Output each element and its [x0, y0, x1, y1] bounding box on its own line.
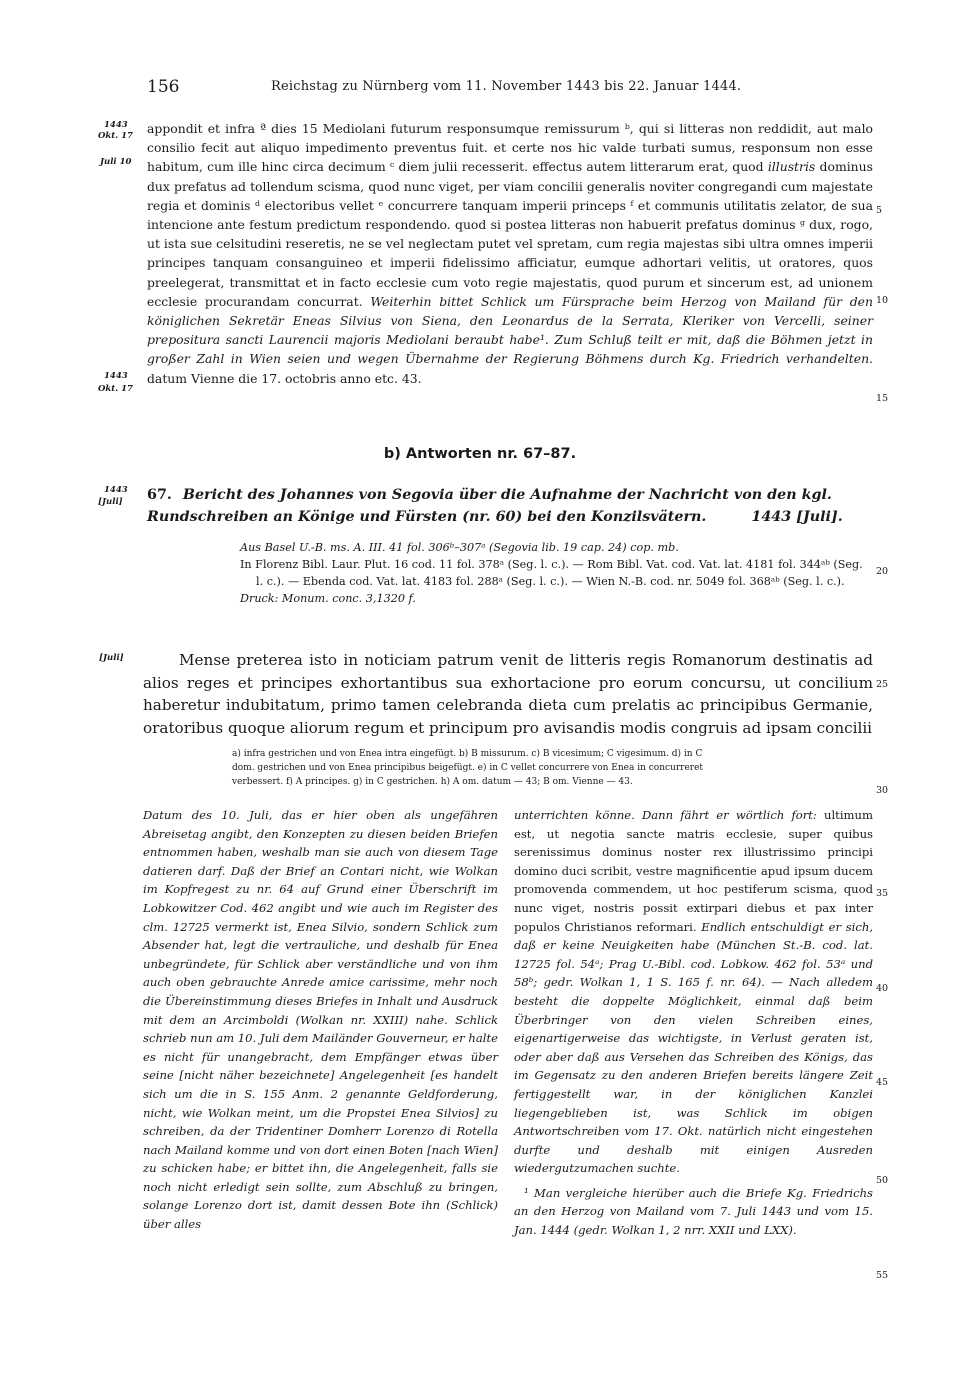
page-number: 156 — [147, 77, 180, 97]
margin-note-date: Okt. 17 — [98, 131, 133, 141]
line-number: 25 — [876, 679, 889, 690]
body-paragraph: Mense preterea isto in noticiam patrum venit de litteris regis Romanorum destinatis ad alios reges et principes exhortantibus sua exhortacione pro eorum concursu, ut concilium haberetur indubitatum, primo tamen celebranda dieta cum prelatis ac principibus Germanie, oratoribus quoque aliorum regum et principum pro avisandis modis congruis ad ipsam concilii — [143, 651, 873, 737]
variant-line: verbessert. f) A principes. g) in C gestrichen. h) A om. datum — 43; B om. Vienne — 43. — [232, 776, 633, 787]
line-number: 20 — [876, 566, 889, 577]
line-number: 5 — [876, 205, 883, 216]
line-number: 55 — [876, 1270, 889, 1281]
variant-apparatus — [232, 748, 873, 789]
margin-note-date: Juli 10 — [100, 157, 132, 167]
letter-text — [147, 119, 873, 388]
line-number: 50 — [876, 1175, 889, 1186]
section-heading: b) Antworten nr. 67–87. — [383, 446, 577, 462]
latin-text-emphasis: illustris — [767, 159, 816, 175]
latin-text: dominus dux prefatus ad tollendum scisma, quod nunc viget, per viam concilii generalis noviter congregandi cum majestate regia et dominis ᵈ electoribus vellet ᵉ concurrere tanquam imperii princeps ᶠ et communis utilitatis zelator, de sua intencione ante festum predictum respondendo. quod si postea litteras non habuerit prefatus dominus ᵍ dux, rogo, ut ista sue celsitudini reseretis, ne se vel neglectam putet vel spretam, cum regia majestas sibi ultra omnes imperii principes tanquam consanguineo et imperii fidelissimo afficiatur, eumque adhortari velitis, ut oratores, quos preelegerat, transmittat et in facto ecclesie cum voto regie majestatis, quod purum et sincerum est, ad unionem ecclesie procurandam concurrat. — [147, 159, 873, 309]
margin-note-date: 1443 — [104, 371, 128, 381]
footnote: ¹ Man vergleiche hierüber auch die Briefe Kg. Friedrichs an den Herzog von Mailand vom 7. Juli 1443 und vom 15. Jan. 1444 (gedr. Wolkan 1, 2 nrr. XXII und LXX). — [514, 1185, 873, 1238]
margin-note-date: 1443 — [104, 485, 128, 495]
commentary-text: Endlich entschuldigt er sich, daß er keine Neuigkeiten habe (München St.-B. cod. lat. 12725 fol. 54ᵃ; Prag U.-Bibl. cod. Lobkow. 462 fol. 53ᵃ und 58ᵇ; gedr. Wolkan 1, 1 S. 165 f. nr. 64). — Nach alledem besteht die doppelte Möglichkeit, einmal daß beim Überbringer von den vielen Schreiben eines, eigenartigerweise das wichtigste, in Verlust geraten ist, oder aber daß aus Versehen das Schreiben des Königs, das im Gegensatz zu den anderen Briefen bereits längere Zeit fertiggestellt war, in der königlichen Kanzlei liegengeblieben ist, was Schlick im obigen Antwortschreiben vom 17. Okt. natürlich nicht eingestehen durfte und deshalb mit einigen Ausreden wiedergutzumachen suchte. — [514, 919, 873, 1176]
letter-closing: datum Vienne die 17. octobris anno etc. 43. — [147, 370, 422, 386]
german-summary: Weiterhin bittet Schlick um Fürsprache beim Herzog von Mailand für den königlichen Sekretär Eneas Silvius von Siena, den Leonardus de la Serrata, Kleriker von Vercelli, seiner prepositura sancti Laurencii majoris Mediolani beraubt habe¹. Zum Schluß teilt er mit, daß die Böhmen jetzt in großer Zahl in Wien seien und wegen Übernahme der Regierung Böhmens durch Kg. Friedrich verhandelten. — [147, 293, 873, 367]
variant-line: a) infra gestrichen und von Enea intra eingefügt. b) B missurum. c) B vicesimum; C vigesimum. d) in C — [232, 749, 703, 759]
line-number: 30 — [876, 785, 889, 796]
document-date: 1443 [Juli]. — [751, 509, 843, 525]
margin-note-date: Okt. 17 — [98, 384, 133, 394]
source-line: In Florenz Bibl. Laur. Plut. 16 cod. 11 fol. 378ᵃ (Seg. l. c.). — Rom Bibl. Vat. cod. Vat. lat. 4181 fol. 344ᵃᵇ (Seg. l. c.). — Ebenda cod. Vat. lat. 4183 fol. 288ᵃ (Seg. l. c.). — Wien N.-B. cod. nr. 5049 fol. 368ᵃᵇ (Seg. l. c.). — [240, 558, 863, 588]
document-title-block — [147, 484, 873, 528]
margin-note-date: [Juli] — [98, 497, 123, 507]
quoted-latin: ultimum est, ut negotia sancte matris ecclesie, super quibus serenissimus dominus noster rex illustrissimo principi domino duci scribit, vestre magnificentie apud ipsum ducem promovenda commendem, ut hoc pestiferum scisma, quod nunc viget, nostris possit extirpari diebus et pax inter populos Christianos reformari. — [514, 808, 873, 934]
print-reference: Druck: Monum. conc. 3,1320 f. — [240, 592, 416, 605]
document-number: 67. — [147, 487, 172, 503]
line-number: 40 — [876, 983, 889, 994]
latin-text: appondit et infra ª dies 15 Mediolani futurum responsumque remissurum ᵇ, qui si litteras non reddidit, aut malo consilio fecit aut aliquo impedimento preventus fuit. et certe nos hic valde turbati sumus, responsum non esse habitum, cum ille hinc circa decimum ᶜ diem julii recesserit. effectus autem litterarum erat, quod — [147, 121, 873, 175]
document-title: Bericht des Johannes von Segovia über die Aufnahme der Nachricht von den kgl. Rundschreiben an Könige und Fürsten (nr. 60) bei den Konzilsvätern. — [147, 487, 832, 525]
variant-line: dom. gestrichen und von Enea principibus beigefügt. e) in C vellet concurrere von Enea in concurreret — [232, 762, 704, 773]
line-number: 15 — [876, 393, 889, 404]
body-text — [143, 649, 873, 739]
running-head: Reichstag zu Nürnberg vom 11. November 1443 bis 22. Januar 1444. — [271, 79, 742, 94]
commentary-text: unterrichten könne. Dann fährt er wörtlich fort: — [514, 808, 817, 822]
commentary-right-column — [514, 806, 873, 1240]
commentary-left-column — [143, 806, 498, 1234]
page-header — [147, 77, 787, 101]
line-number: 45 — [876, 1077, 889, 1088]
margin-note-date: 1443 — [104, 120, 128, 130]
commentary-text: Datum des 10. Juli, das er hier oben als ungefähren Abreisetag angibt, den Konzepten zu diesen beiden Briefen entnommen haben, weshalb man sie auch von diesem Tage datieren darf. Daß der Brief an Contari nicht, wie Wolkan im Kopfregest zu nr. 64 auf Grund einer Überschrift im Lobkowitzer Cod. 462 angibt und wie auch im Register des clm. 12725 vermerkt ist, Enea Silvio, sondern Schlick zum Absender hat, legt die vertrauliche, und deshalb für Enea unbegründete, für Schlick aber verständliche und von ihm auch oben gebrauchte Anrede amice carissime, mehr noch die Übereinstimmung dieses Briefes in Inhalt und Ausdruck mit dem an Arcimboldi (Wolkan nr. XXIII) nahe. Schlick schrieb nun am 10. Juli dem Mailänder Gouverneur, er halte es nicht für unangebracht, dem Empfänger etwas über seine [nicht näher bezeichnete] Angelegenheit [es handelt sich um die in S. 155 Anm. 2 genannte Geldforderung, nicht, wie Wolkan meint, um die Propstei Enea Silvios] zu schreiben, da der Tridentiner Domherr Lorenzo di Rotella nach Mailand komme und von dort einen Boten [nach Wien] zu schicken habe; er bittet ihn, die Angelegenheit, falls sie noch nicht erledigt sein sollte, zum Abschluß zu bringen, solange Lorenzo dort ist, damit dessen Bote ihn (Schlick) über alles — [143, 808, 498, 1232]
line-number: 35 — [876, 888, 889, 899]
line-number: 10 — [876, 295, 889, 306]
margin-note-date: [Juli] — [99, 653, 124, 663]
source-line: Aus Basel U.-B. ms. A. III. 41 fol. 306ᵇ–307ᵃ (Segovia lib. 19 cap. 24) cop. mb. — [240, 541, 679, 554]
source-list — [240, 539, 873, 607]
